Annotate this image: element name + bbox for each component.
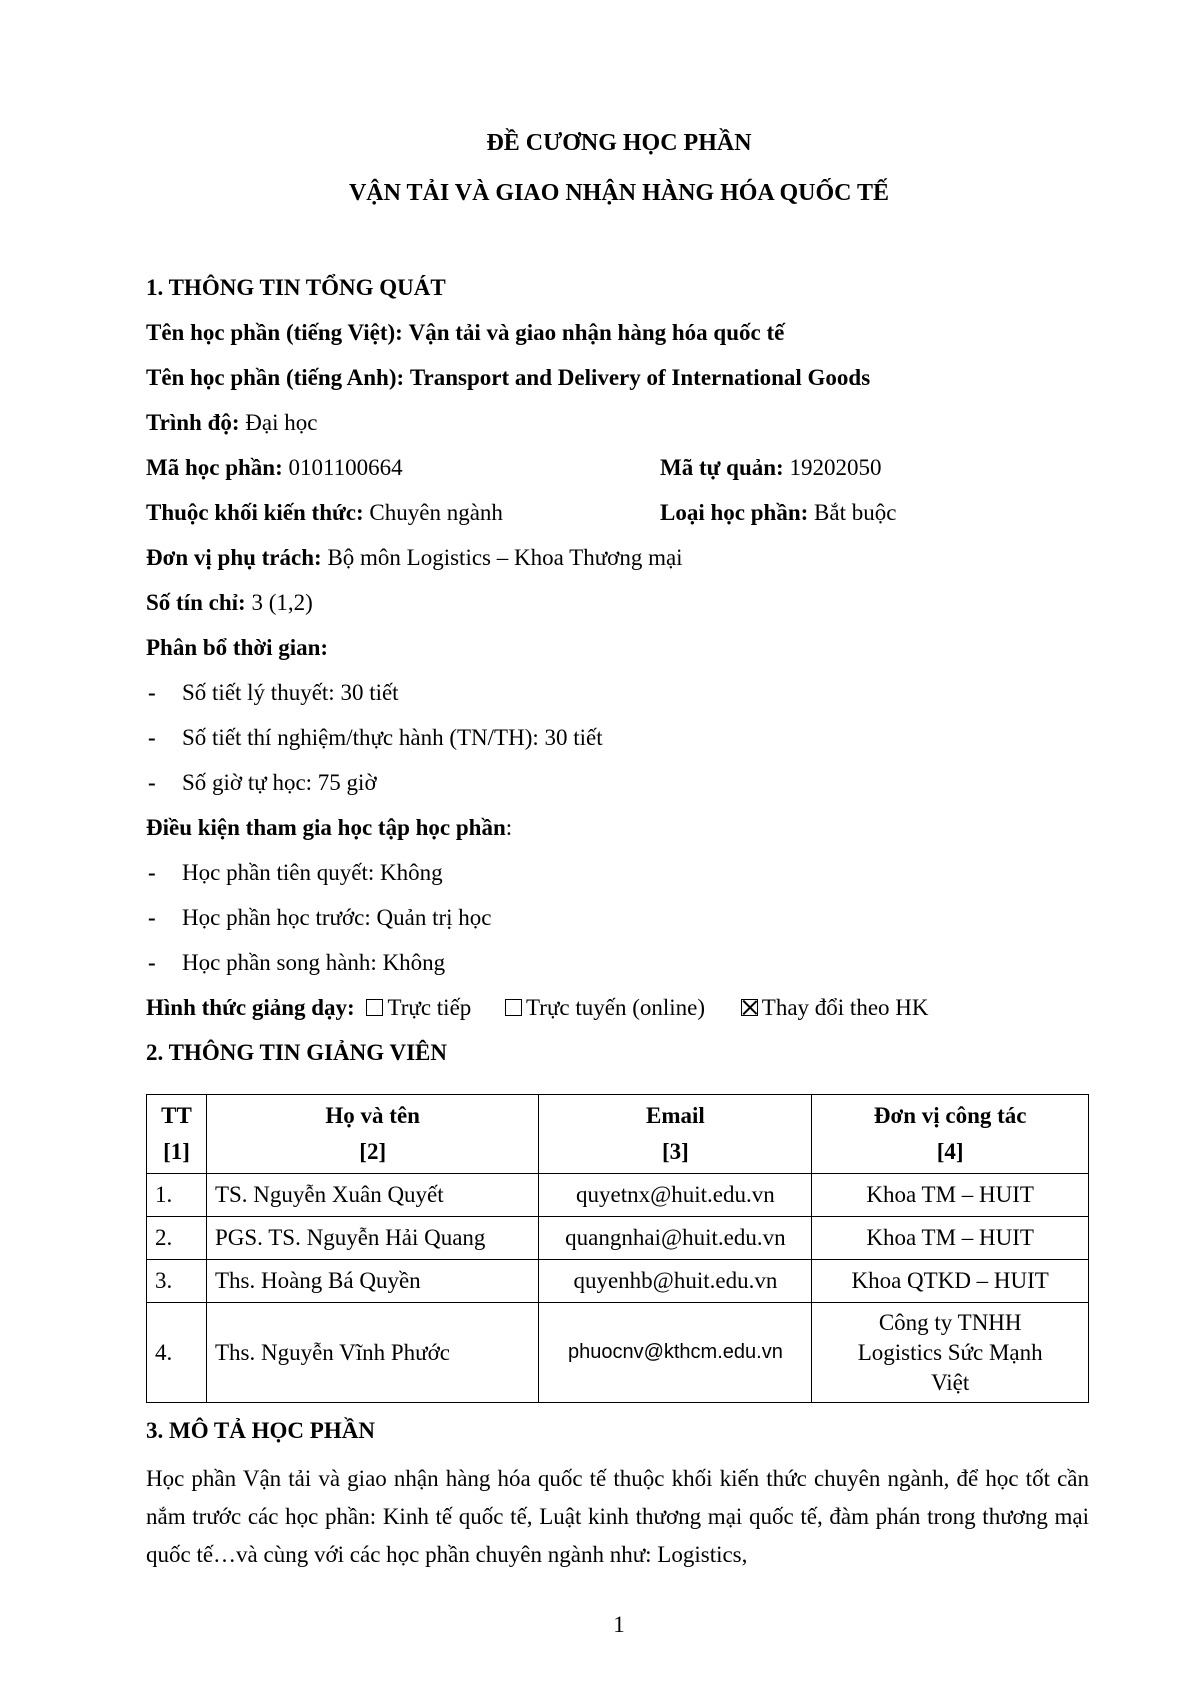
cell-unit-line2: Logistics Sức Mạnh — [857, 1339, 1043, 1365]
checkbox-direct[interactable] — [366, 999, 383, 1016]
header-tt — [147, 1095, 207, 1174]
header-unit-num: [4] — [936, 1139, 964, 1164]
bullet-dash: - — [148, 725, 156, 750]
cell-name: PGS. TS. Nguyễn Hải Quang — [206, 1217, 538, 1260]
bullet-dash: - — [148, 905, 156, 930]
code-row — [146, 455, 403, 481]
lecturer-table — [146, 1094, 1089, 1403]
cell-email: quangnhai@huit.edu.vn — [539, 1217, 812, 1260]
checkbox-by-semester[interactable] — [741, 999, 758, 1016]
time-item-3: Số giờ tự học: 75 giờ — [182, 770, 377, 795]
header-email-text: Email — [646, 1103, 705, 1128]
header-unit-text: Đơn vị công tác — [873, 1103, 1027, 1128]
block-value: Chuyên ngành — [369, 500, 503, 525]
table-header-row — [147, 1095, 1089, 1174]
cell-unit-line1: Công ty TNHH — [878, 1309, 1022, 1335]
table-row — [147, 1174, 1089, 1217]
code-label: Mã học phần: — [146, 455, 283, 480]
bullet-dash: - — [148, 770, 156, 795]
credits-label: Số tín chỉ: — [146, 590, 246, 615]
level-row — [146, 410, 317, 436]
header-name — [206, 1095, 538, 1174]
self-code-label: Mã tự quản: — [660, 455, 784, 480]
cell-tt: 3. — [147, 1260, 207, 1303]
header-unit — [812, 1095, 1089, 1174]
credits-row — [146, 590, 313, 616]
header-tt-text: TT — [161, 1103, 192, 1128]
teach-opt-direct: Trực tiếp — [387, 995, 472, 1020]
self-code-row — [660, 455, 881, 481]
credits-value: 3 (1,2) — [251, 590, 313, 615]
doc-title-line1: ĐỀ CƯƠNG HỌC PHẦN — [486, 130, 752, 156]
header-email-num: [3] — [661, 1139, 689, 1164]
cell-email: quyetnx@huit.edu.vn — [539, 1174, 812, 1217]
bullet-dash: - — [148, 950, 156, 975]
list-item — [148, 680, 399, 706]
teaching-form-label: Hình thức giảng dạy: — [146, 995, 355, 1020]
section2-heading: 2. THÔNG TIN GIẢNG VIÊN — [146, 1040, 447, 1065]
level-label: Trình độ: — [146, 410, 240, 435]
page-number: 1 — [613, 1612, 625, 1637]
type-value: Bắt buộc — [814, 500, 897, 525]
cell-email: phuocnv@kthcm.edu.vn — [539, 1303, 812, 1403]
table-row — [147, 1303, 1089, 1403]
cell-name: Ths. Hoàng Bá Quyền — [206, 1260, 538, 1303]
course-name-en — [146, 365, 870, 391]
table-row — [147, 1260, 1089, 1303]
cell-unit: Khoa QTKD – HUIT — [812, 1260, 1089, 1303]
cond-item-1: Học phần tiên quyết: Không — [182, 860, 443, 885]
course-name-vi — [146, 320, 784, 346]
section1-heading: 1. THÔNG TIN TỔNG QUÁT — [146, 275, 446, 300]
self-code-value: 19202050 — [789, 455, 882, 480]
block-label: Thuộc khối kiến thức: — [146, 500, 364, 525]
list-item — [148, 770, 377, 796]
header-tt-num: [1] — [163, 1139, 190, 1164]
teaching-form-row — [146, 995, 929, 1021]
list-item — [148, 905, 491, 931]
time-label: Phân bổ thời gian: — [146, 635, 329, 660]
conditions-colon: : — [505, 815, 513, 840]
unit-value: Bộ môn Logistics – Khoa Thương mại — [327, 545, 683, 570]
level-value: Đại học — [245, 410, 318, 435]
course-name-en-value: Transport and Delivery of International Goods — [409, 365, 871, 390]
course-description: Học phần Vận tải và giao nhận hàng hóa quốc tế thuộc khối kiến thức chuyên ngành, để học tốt cần nắm trước các học phần: Kinh tế quốc tế, Luật kinh thương mại quốc tế, đàm phán trong thương mại quốc tế…và cùng với các học phần chuyên ngành như: Logistics, — [146, 1466, 1089, 1567]
doc-title-line2: VẬN TẢI VÀ GIAO NHẬN HÀNG HÓA QUỐC TẾ — [348, 180, 890, 206]
list-item — [148, 950, 445, 976]
checkbox-online[interactable] — [505, 999, 522, 1016]
cond-item-3: Học phần song hành: Không — [182, 950, 446, 975]
cell-tt: 1. — [147, 1174, 207, 1217]
cell-unit-line3: Việt — [931, 1369, 970, 1395]
bullet-dash: - — [148, 860, 156, 885]
type-row — [660, 500, 896, 526]
cond-item-2: Học phần học trước: Quản trị học — [182, 905, 492, 930]
list-item — [148, 725, 603, 751]
list-item — [148, 860, 443, 886]
section3-heading: 3. MÔ TẢ HỌC PHẦN — [146, 1418, 375, 1443]
header-email — [539, 1095, 812, 1174]
cell-unit: Khoa TM – HUIT — [812, 1174, 1089, 1217]
cell-tt: 2. — [147, 1217, 207, 1260]
unit-label: Đơn vị phụ trách: — [146, 545, 322, 570]
time-item-1: Số tiết lý thuyết: 30 tiết — [182, 680, 399, 705]
cell-tt: 4. — [147, 1303, 207, 1403]
course-name-en-label: Tên học phần (tiếng Anh): — [146, 365, 405, 390]
conditions-row — [146, 815, 512, 841]
course-name-vi-value: Vận tải và giao nhận hàng hóa quốc tế — [408, 320, 785, 345]
cell-name: Ths. Nguyễn Vĩnh Phước — [206, 1303, 538, 1403]
cell-unit: Khoa TM – HUIT — [812, 1217, 1089, 1260]
teach-opt-semester: Thay đổi theo HK — [761, 995, 929, 1020]
course-name-vi-label: Tên học phần (tiếng Việt): — [146, 320, 403, 345]
header-name-num: [2] — [359, 1139, 387, 1164]
unit-row — [146, 545, 683, 571]
bullet-dash: - — [148, 680, 156, 705]
code-value: 0101100664 — [288, 455, 403, 480]
cell-email: quyenhb@huit.edu.vn — [539, 1260, 812, 1303]
conditions-label: Điều kiện tham gia học tập học phần — [146, 815, 506, 840]
type-label: Loại học phần: — [660, 500, 809, 525]
cell-name: TS. Nguyễn Xuân Quyết — [206, 1174, 538, 1217]
time-item-2: Số tiết thí nghiệm/thực hành (TN/TH): 30 tiết — [182, 725, 603, 750]
cell-unit — [812, 1303, 1089, 1403]
block-row — [146, 500, 503, 526]
header-name-text: Họ và tên — [325, 1103, 420, 1128]
table-row — [147, 1217, 1089, 1260]
teach-opt-online: Trực tuyến (online) — [526, 995, 706, 1020]
